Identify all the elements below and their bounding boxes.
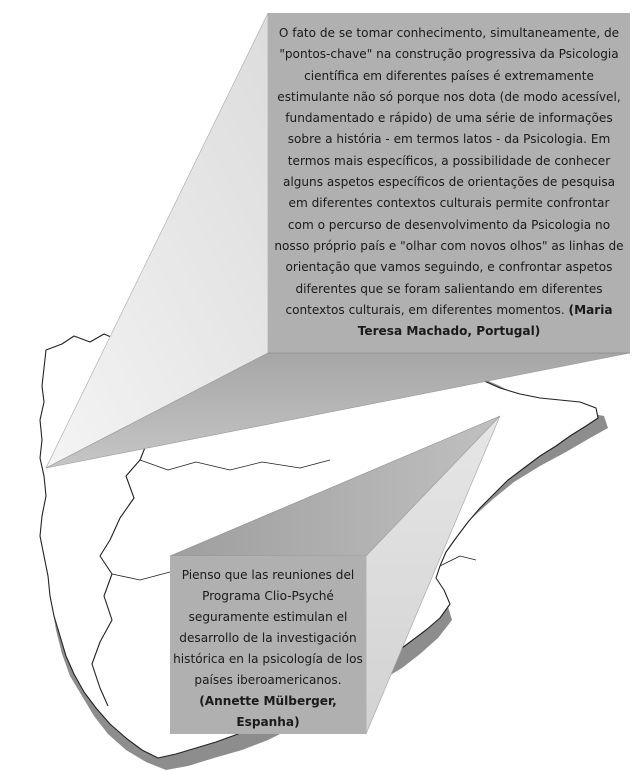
quote-portugal bbox=[268, 13, 630, 353]
quote-portugal-author: (Maria Teresa Machado, Portugal) bbox=[357, 302, 613, 339]
quote-portugal-text: O fato de se tomar conhecimento, simultaneamente, de "pontos-chave" na construção progressiva da Psicologia científica em diferentes países é extremamente estimulante não só porque nos dota (de modo acessível, fundamentado e rápido) de uma série de informações sobre a história - em termos latos - da Psicologia. Em termos mais específicos, a possibilidade de conhecer alguns aspetos específicos de orientações de pesquisa em diferentes contextos culturais permite confrontar com o percurso de desenvolvimento da Psicologia no nosso próprio país e "olhar com novos olhos" as linhas de orientação que vamos seguindo, e confrontar aspetos diferentes que se foram salientando em diferentes contextos culturais, em diferentes momentos. bbox=[274, 26, 624, 317]
region-border bbox=[440, 556, 476, 566]
quote-spain bbox=[170, 556, 366, 734]
quote-spain-text: Pienso que las reuniones del Programa Clio-Psyché seguramente estimulan el desarrollo de la investigación histórica en la psicología de los países iberoamericanos. bbox=[173, 568, 363, 687]
quote-spain-author: (Annette Mülberger, Espanha) bbox=[199, 694, 337, 729]
